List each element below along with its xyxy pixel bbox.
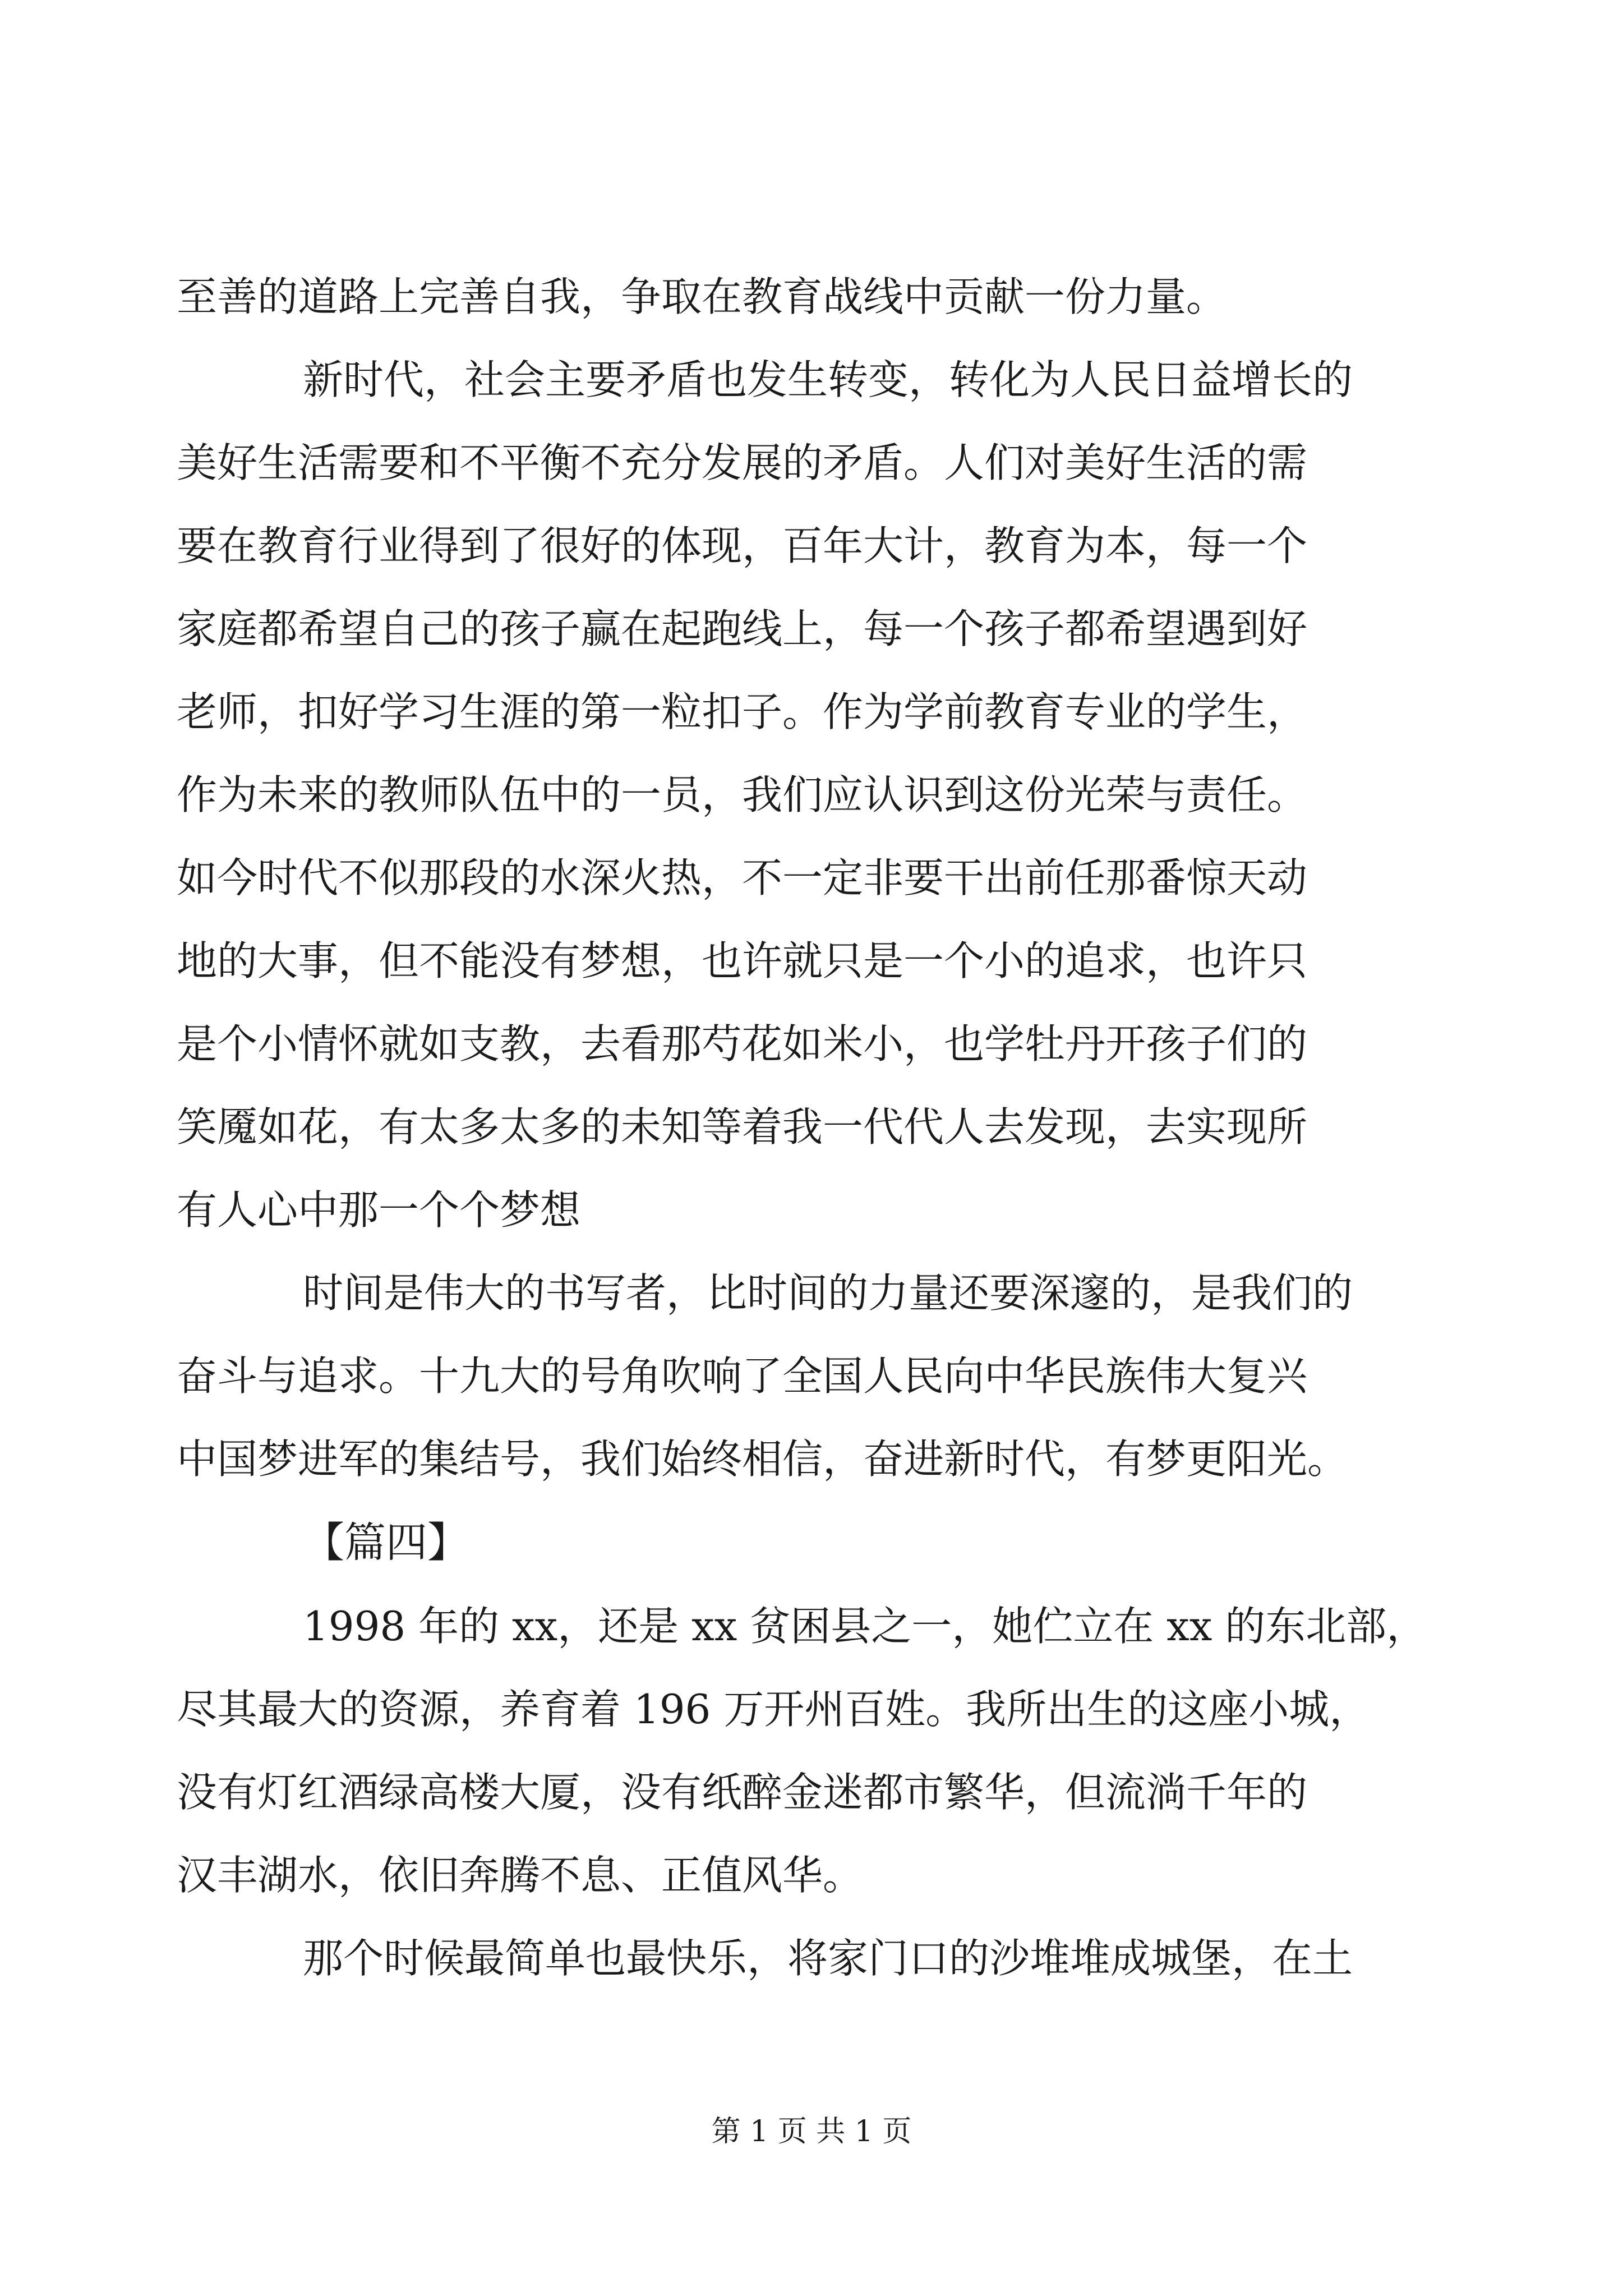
text-line: 家庭都希望自己的孩子赢在起跑线上，每一个孩子都希望遇到好 bbox=[177, 605, 1308, 652]
text-line: 有人心中那一个个梦想 bbox=[177, 1186, 581, 1234]
paragraph-start-line: 时间是伟大的书写者，比时间的力量还要深邃的，是我们的 bbox=[303, 1269, 1353, 1317]
text-line: 笑魇如花，有太多太多的未知等着我一代代人去发现，去实现所 bbox=[177, 1103, 1308, 1151]
text-line: 如今时代不似那段的水深火热，不一定非要干出前任那番惊天动 bbox=[177, 854, 1308, 901]
text-line: 尽其最大的资源，养育着 196 万开州百姓。我所出生的这座小城， bbox=[177, 1686, 1370, 1733]
section-heading: 【篇四】 bbox=[303, 1519, 469, 1567]
text-line: 汉丰湖水，依旧奔腾不息、正值风华。 bbox=[177, 1852, 864, 1899]
text-line: 至善的道路上完善自我，争取在教育战线中贡献一份力量。 bbox=[177, 273, 1227, 320]
text-line: 要在教育行业得到了很好的体现，百年大计，教育为本，每一个 bbox=[177, 522, 1308, 569]
paragraph-start-line: 新时代，社会主要矛盾也发生转变，转化为人民日益增长的 bbox=[303, 356, 1353, 403]
page-footer bbox=[0, 2109, 1623, 2154]
text-line: 没有灯红酒绿高楼大厦，没有纸醉金迷都市繁华，但流淌千年的 bbox=[177, 1769, 1308, 1816]
text-line: 奋斗与追求。十九大的号角吹响了全国人民向中华民族伟大复兴 bbox=[177, 1352, 1308, 1400]
text-line: 是个小情怀就如支教，去看那芍花如米小，也学牡丹开孩子们的 bbox=[177, 1020, 1308, 1068]
paragraph-start-line: 1998 年的 xx，还是 xx 贫困县之一，她伫立在 xx 的东北部， bbox=[303, 1603, 1427, 1650]
paragraph-start-line: 那个时候最简单也最快乐，将家门口的沙堆堆成城堡，在土 bbox=[303, 1935, 1353, 1982]
text-line: 作为未来的教师队伍中的一员，我们应认识到这份光荣与责任。 bbox=[177, 771, 1308, 818]
text-line: 美好生活需要和不平衡不充分发展的矛盾。人们对美好生活的需 bbox=[177, 439, 1308, 486]
page-number-label: 第 1 页 共 1 页 bbox=[711, 2115, 912, 2148]
text-line: 老师，扣好学习生涯的第一粒扣子。作为学前教育专业的学生， bbox=[177, 688, 1308, 735]
text-line: 中国梦进军的集结号，我们始终相信，奋进新时代，有梦更阳光。 bbox=[177, 1435, 1348, 1483]
text-line: 地的大事，但不能没有梦想，也许就只是一个小的追求，也许只 bbox=[177, 937, 1308, 984]
document-body bbox=[177, 255, 1433, 2000]
